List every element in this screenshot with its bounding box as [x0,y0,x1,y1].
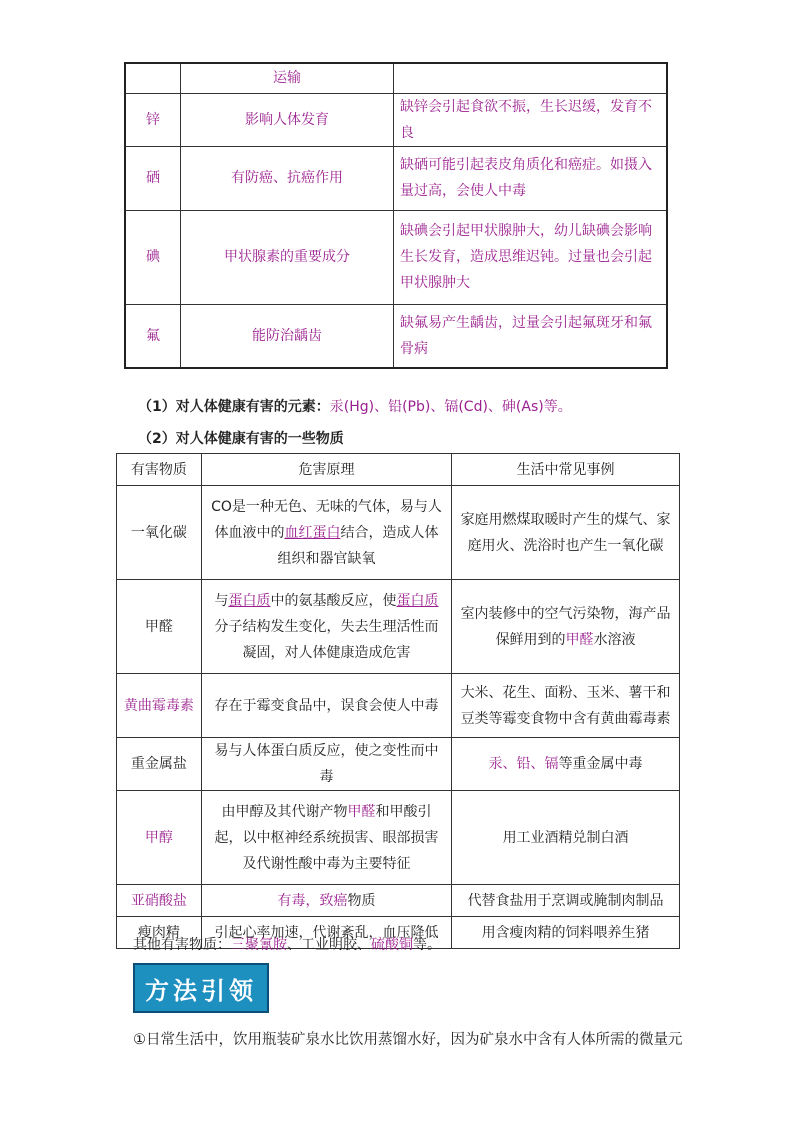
effect-cell: 缺锌会引起食欲不振，生长迟缓，发育不良 [394,93,668,146]
table-row [125,93,667,146]
example-text: 等重金属中毒 [558,756,643,772]
principle-cell: 存在于霉变食品中，误食会使人中毒 [201,674,451,738]
method-guide-badge: 方法引领 [133,963,269,1013]
principle-highlight: 甲醛 [347,803,376,820]
example-cell [452,580,680,674]
principle-text: 分子结构发生变化，失去生理活性而凝固，对人体健康造成危害 [214,618,439,661]
example-cell: 大米、花生、面粉、玉米、薯干和豆类等霉变食物中含有黄曲霉毒素 [452,674,680,738]
principle-cell [201,580,451,674]
term-link[interactable]: 蛋白质 [228,592,271,609]
effect-cell: 缺碘会引起甲状腺肿大，幼儿缺碘会影响生长发育，造成思维迟钝。过量也会引起甲状腺肿大 [394,210,668,304]
effect-cell [394,63,668,93]
substance-cell: 甲醛 [117,580,202,674]
substance-cell: 黄曲霉毒素 [117,674,202,738]
principle-cell [201,486,451,580]
principle-text: 中的氨基酸反应，使 [270,592,397,609]
function-cell: 有防癌、抗癌作用 [181,146,394,210]
harmful-substances-table [116,453,680,949]
example-cell: 用含瘦肉精的饲料喂养生猪 [452,917,680,949]
table-row [117,791,680,885]
principle-text: 结合，造成人体组织和器官缺氧 [277,524,439,567]
example-cell [452,738,680,791]
tip-paragraph: ①日常生活中，饮用瓶装矿泉水比饮用蒸馏水好，因为矿泉水中含有人体所需的微量元 [133,1032,683,1048]
table-row [125,304,667,368]
example-text: 水溶液 [593,631,636,648]
table-row [117,885,680,917]
table-row [117,674,680,738]
element-cell [125,63,181,93]
substance-cell: 甲醇 [117,791,202,885]
principle-cell [201,885,451,917]
other-highlight: 三聚氰胺 [231,937,287,953]
other-highlight: 硫酸铜 [371,937,413,953]
principle-cell [201,791,451,885]
header-principle: 危害原理 [201,454,451,486]
example-cell: 代替食盐用于烹调或腌制肉制品 [452,885,680,917]
harmful-elements-line [138,396,572,416]
principle-text: 由甲醇及其代谢产物 [221,803,348,820]
element-cell: 硒 [125,146,181,210]
harmful-elements-list: 汞(Hg)、铅(Pb)、镉(Cd)、砷(As)等。 [329,399,572,415]
example-highlight: 汞、铅、镉 [488,756,559,772]
other-text: 等。 [413,937,441,953]
harmful-substances-heading: （2）对人体健康有害的一些物质 [138,431,344,447]
table-row [117,738,680,791]
example-text: 室内装修中的空气污染物，海产品保鲜用到的 [460,605,671,648]
other-text: 、工业明胶、 [287,937,371,953]
element-cell: 氟 [125,304,181,368]
trace-element-table [124,62,668,369]
function-cell: 运输 [181,63,394,93]
principle-cell: 引起心率加速，代谢紊乱，血压降低 [201,917,451,949]
principle-text: CO是一种无色、无味的气体，易与人体血液中的 [211,498,442,541]
principle-text: 与 [214,592,229,609]
substance-cell: 亚硝酸盐 [117,885,202,917]
function-cell: 影响人体发育 [181,93,394,146]
other-label: 其他有害物质： [133,937,231,953]
principle-cell: 易与人体蛋白质反应，使之变性而中毒 [201,738,451,791]
table-row [125,146,667,210]
principle-text: 和甲酸引起，以中枢神经系统损害、眼部损害及代谢性酸中毒为主要特征 [214,803,439,872]
table-header-row [117,454,680,486]
example-cell: 家庭用燃煤取暖时产生的煤气、家庭用火、洗浴时也产生一氧化碳 [452,486,680,580]
header-substance: 有害物质 [117,454,202,486]
substance-cell: 瘦肉精 [117,917,202,949]
element-cell: 碘 [125,210,181,304]
table-row [117,580,680,674]
substance-cell: 一氧化碳 [117,486,202,580]
example-highlight: 甲醛 [565,631,594,648]
function-cell: 甲状腺素的重要成分 [181,210,394,304]
principle-text: 物质 [347,892,376,909]
principle-highlight: 有毒，致癌 [277,892,348,909]
term-link[interactable]: 血红蛋白 [284,524,341,541]
element-cell: 锌 [125,93,181,146]
effect-cell: 缺硒可能引起表皮角质化和癌症。如摄入量过高，会使人中毒 [394,146,668,210]
harmful-elements-label: （1）对人体健康有害的元素： [138,399,330,415]
example-cell: 用工业酒精兑制白酒 [452,791,680,885]
other-substances-line [133,934,441,954]
function-cell: 能防治龋齿 [181,304,394,368]
table-row [125,210,667,304]
term-link[interactable]: 蛋白质 [396,592,439,609]
table-row [125,63,667,93]
substance-cell: 重金属盐 [117,738,202,791]
table-row [117,486,680,580]
effect-cell: 缺氟易产生龋齿，过量会引起氟斑牙和氟骨病 [394,304,668,368]
header-example: 生活中常见事例 [452,454,680,486]
